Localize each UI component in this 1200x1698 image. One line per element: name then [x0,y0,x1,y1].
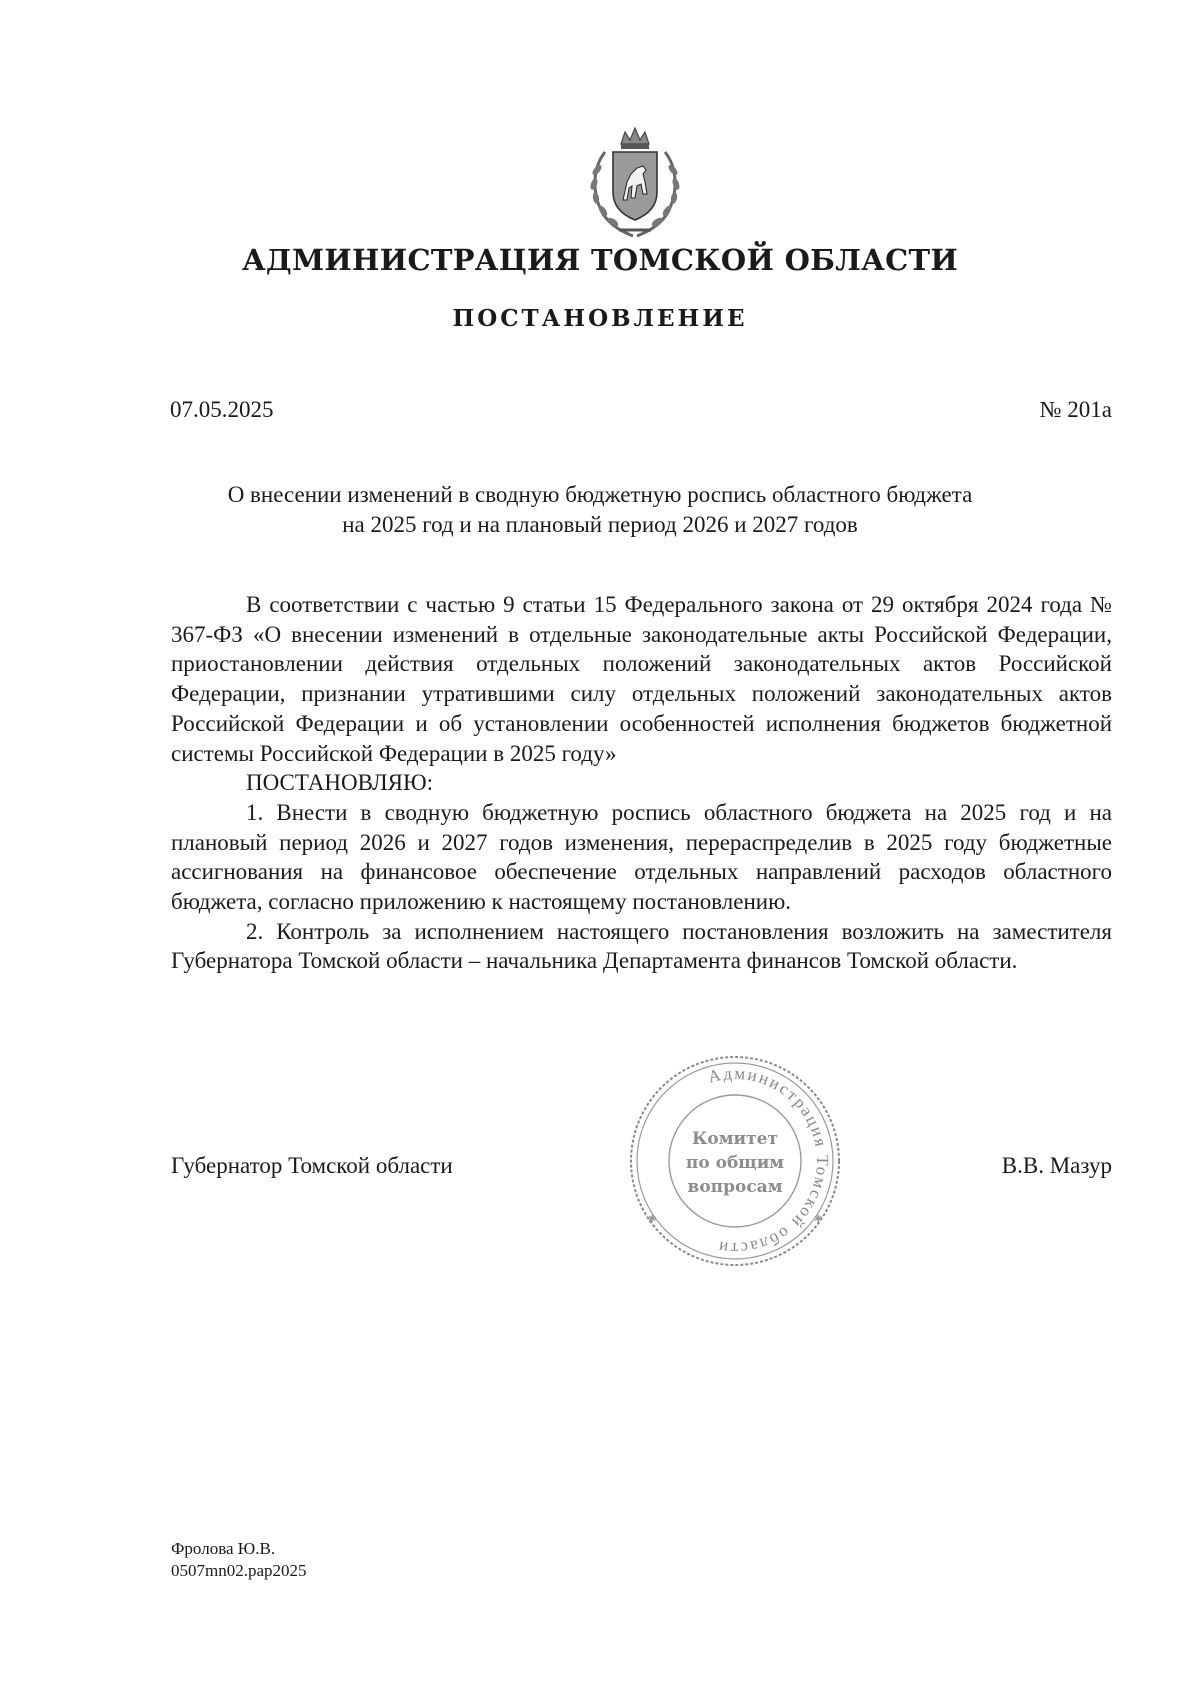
document-body [171,590,1112,976]
decree-item-1: 1. Внести в сводную бюджетную роспись областного бюджета на 2025 год и на плановый период 2026 и 2027 годов изменения, перераспределив в 2025 году бюджетные ассигнования на финансовое обеспечение отдельных направлений расходов областного бюджета, согласно приложению к настоящему постановлению. [171,799,1112,915]
official-stamp [626,1052,844,1270]
subject-line: на 2025 год и на плановый период 2026 и 2027 годов [342,512,858,537]
coat-of-arms-emblem [583,122,687,240]
decree-word: ПОСТАНОВЛЯЮ: [246,770,434,796]
subject-line: О внесении изменений в сводную бюджетную роспись областного бюджета [227,482,973,507]
organization-title: АДМИНИСТРАЦИЯ ТОМСКОЙ ОБЛАСТИ [241,243,959,277]
stamp-center-line: по общим [685,1153,785,1173]
document-subject [200,480,1000,540]
stamp-center-line: Комитет [691,1129,779,1149]
stamp-star-icon: ✱ [648,1214,657,1225]
file-code: 0507mn02.pap2025 [171,1561,307,1580]
stamp-star-icon: ✱ [814,1214,823,1225]
document-type-heading: ПОСТАНОВЛЕНИЕ [452,305,748,332]
decree-item-2: 2. Контроль за исполнением настоящего постановления возложить на заместителя Губернатора Томской области – начальника Департамента финансов Томской области. [171,918,1112,974]
document-date: 07.05.2025 [170,397,274,422]
signatory-position: Губернатор Томской области [171,1153,453,1178]
document-number: № 201а [1039,397,1112,422]
stamp-center-line: вопросам [687,1177,783,1197]
preamble-paragraph: В соответствии с частью 9 статьи 15 Федерального закона от 29 октября 2024 года № 367-ФЗ «О внесении изменений в отдельные законодательные акты Российской Федерации, приостановлении действия отдельных положений законодательных актов Российской Федерации, признании утратившими силу отдельных положений законодательных актов Российской Федерации и об установлении особенностей исполнения бюджетов бюджетной системы Российской Федерации в 2025 году» [171,592,1112,766]
executor-info [171,1538,307,1582]
signatory-name: В.В. Мазур [1001,1153,1112,1178]
stamp-ring-text: Администрация Томской области [706,1063,833,1259]
executor-name: Фролова Ю.В. [171,1539,276,1558]
